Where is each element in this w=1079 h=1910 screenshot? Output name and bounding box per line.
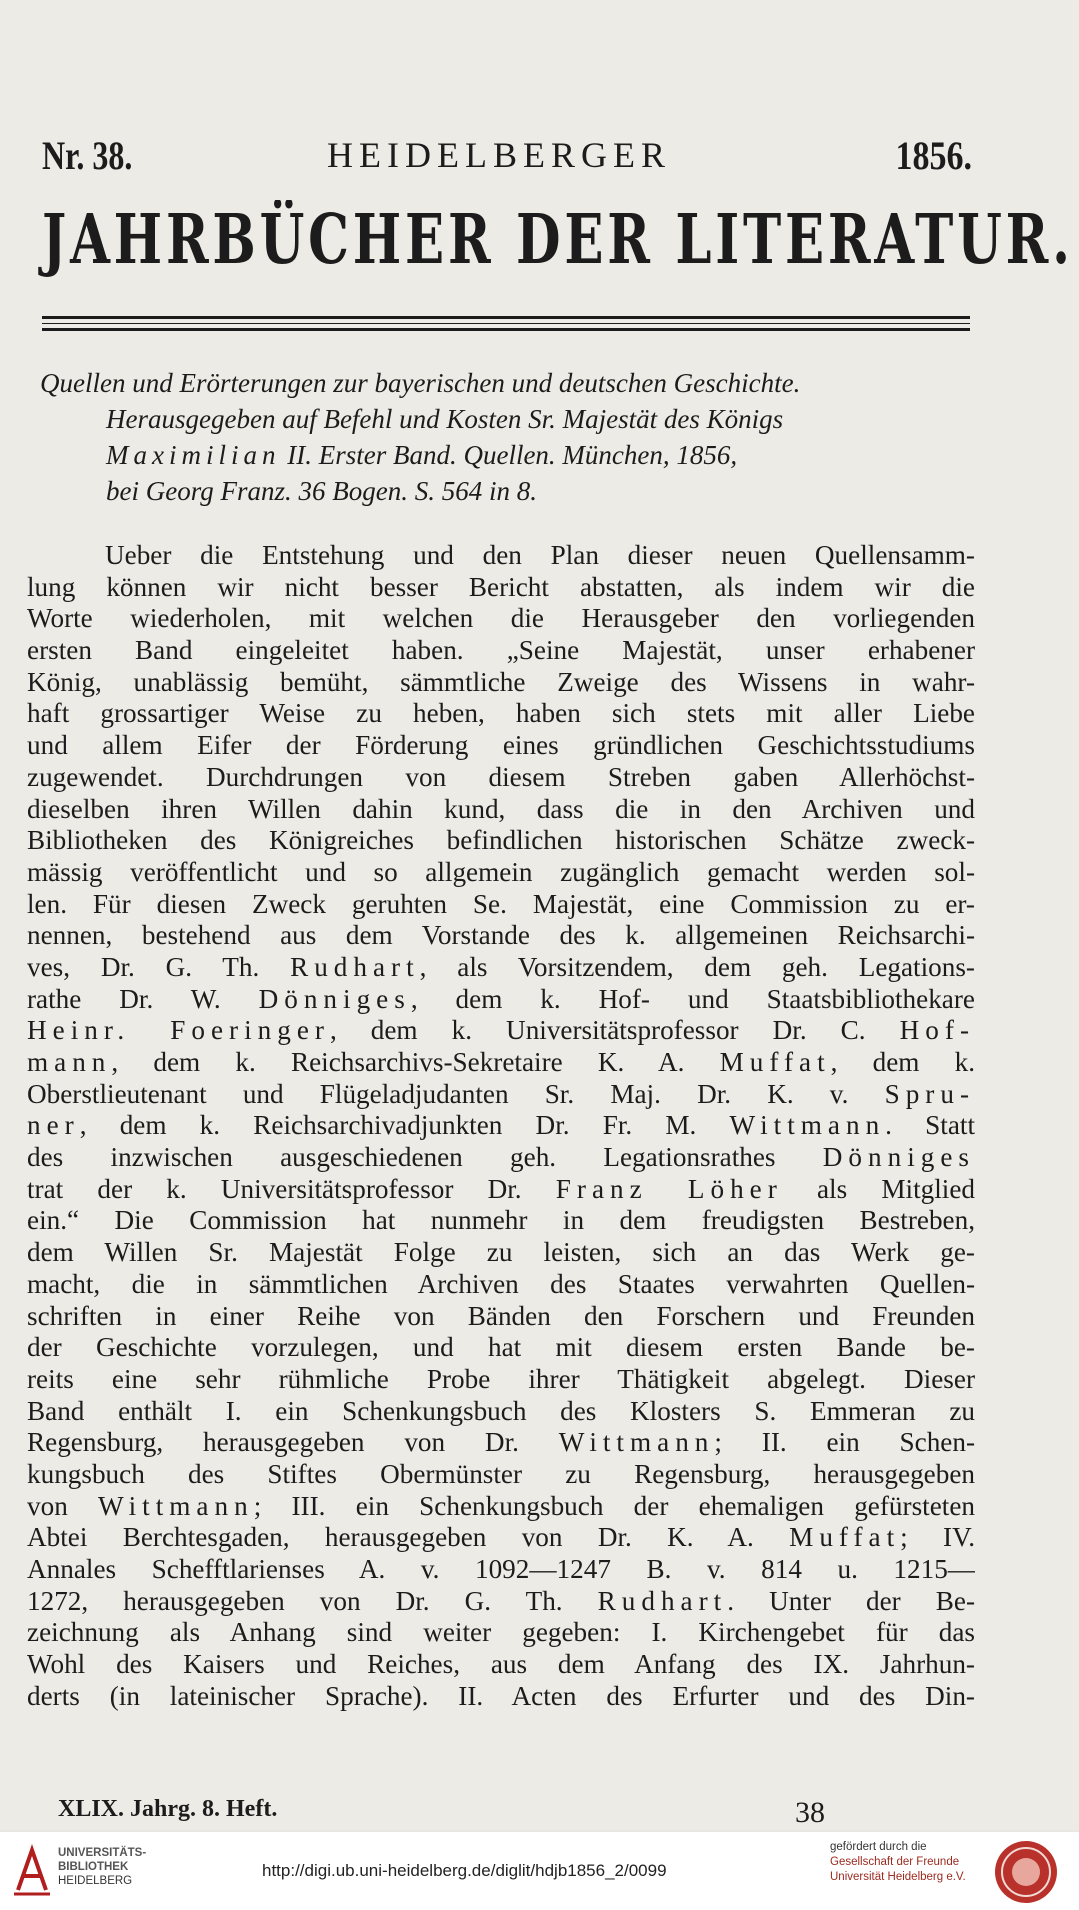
library-name-line: UNIVERSITÄTS- [58, 1847, 147, 1859]
university-seal-icon [993, 1839, 1059, 1905]
person-name: Spru- [884, 1078, 975, 1109]
text-line [27, 1586, 975, 1618]
text-line [27, 984, 975, 1016]
text-run: , dem k. [830, 1047, 975, 1077]
library-name[interactable] [58, 1846, 146, 1888]
text-run: ves, Dr. G. Th. [27, 951, 260, 982]
text-line: kungsbuch des Stiftes Obermünster zu Regensburg, herausgegeben [27, 1458, 975, 1489]
text-run: ; III. ein Schenkungsbuch der ehemaligen gefürsteten [253, 1490, 975, 1521]
text-line: macht, die in sämmtlichen Archiven des Staates verwahrten Quellen- [27, 1268, 975, 1299]
sponsor-credit[interactable] [830, 1840, 966, 1885]
text-line [27, 1174, 975, 1206]
text-line: König, unablässig bemüht, sämmtliche Zweige des Wissens in wahr- [27, 666, 975, 697]
text-line [27, 952, 975, 984]
person-name: Muffat [719, 1047, 831, 1077]
journal-title: JAHRBÜCHER DER LITERATUR. [42, 200, 1074, 280]
title-line: Quellen und Erörterungen zur bayerischen und deutschen Geschichte. [40, 368, 801, 398]
text-line: zeichnung als Anhang sind weiter gegeben: I. Kirchengebet für das [27, 1617, 975, 1648]
person-name: Muffat [789, 1522, 901, 1553]
publisher-name: HEIDELBERGER [327, 135, 671, 175]
text-line: nennen, bestehend aus dem Vorstande des k. allgemeinen Reichsarchi- [27, 920, 975, 951]
person-name: Wittmann [558, 1427, 715, 1458]
text-run: , dem k. Hof- und Staatsbibliothekare [410, 983, 975, 1014]
library-logo-icon[interactable] [10, 1842, 54, 1898]
text-line: Band enthält I. ein Schenkungsbuch des Klosters S. Emmeran zu [27, 1395, 975, 1426]
reviewed-work-title [40, 365, 980, 509]
header-rule-middle [42, 323, 970, 324]
text-run: , als Vorsitzendem, dem geh. Legations- [419, 951, 975, 982]
permalink-url[interactable]: http://digi.ub.uni-heidelberg.de/diglit/hdjb1856_2/0099 [262, 1861, 667, 1880]
text-run: des inzwischen ausgeschiedenen geh. Legationsrathes [27, 1142, 776, 1173]
text-line [27, 1110, 975, 1142]
person-name: Rudhart [597, 1585, 728, 1616]
title-line [40, 437, 980, 473]
sponsor-intro: gefördert durch die [830, 1841, 927, 1853]
text-line: schriften in einer Reihe von Bänden den Forschern und Freunden [27, 1300, 975, 1331]
text-line: haft grossartiger Weise zu heben, haben sich stets mit aller Liebe [27, 698, 975, 729]
person-name: ner [27, 1110, 80, 1141]
text-line: der Geschichte vorzulegen, und hat mit diesem ersten Bande be- [27, 1332, 975, 1363]
text-line: Wohl des Kaisers und Reiches, aus dem Anfang des IX. Jahrhun- [27, 1649, 975, 1680]
text-line: und allem Eifer der Förderung eines gründlichen Geschichtsstudiums [27, 730, 975, 761]
text-run: , dem k. Reichsarchivadjunkten Dr. Fr. M. [79, 1110, 697, 1141]
title-line-rest: II. Erster Band. Quellen. München, 1856, [287, 440, 738, 470]
person-name: Dönniges [822, 1142, 975, 1173]
text-line [27, 1047, 975, 1079]
sponsor-name: Universität Heidelberg e.V. [830, 1871, 966, 1883]
issue-number: Nr. 38. [42, 133, 133, 178]
review-body [27, 540, 975, 1712]
library-name-line: HEIDELBERG [58, 1875, 133, 1887]
text-run: , dem k. Universitätsprofessor Dr. C. [329, 1015, 866, 1046]
text-line: len. Für diesen Zweck geruhten Se. Majestät, eine Commission zu er- [27, 888, 975, 919]
person-name: Franz Löher [555, 1173, 783, 1204]
text-line [27, 1015, 975, 1047]
text-run: Oberstlieutenant und Flügeladjudanten Sr. Maj. Dr. K. v. [27, 1078, 849, 1109]
text-line: Annales Schefftlarienses A. v. 1092—1247 B. v. 814 u. 1215— [27, 1554, 975, 1584]
person-name: Rudhart [290, 951, 420, 982]
text-line: lung können wir nicht besser Bericht abstatten, als indem wir die [27, 571, 975, 602]
text-line: Worte wiederholen, mit welchen die Herausgeber den vorliegenden [27, 603, 975, 634]
text-line: ein.“ Die Commission hat nunmehr in dem freudigsten Bestreben, [27, 1205, 975, 1236]
text-run: Regensburg, herausgegeben von Dr. [27, 1427, 519, 1458]
king-name: Maximilian [106, 440, 281, 470]
text-run: trat der k. Universitätsprofessor Dr. [27, 1173, 522, 1204]
text-run: ; II. ein Schen- [714, 1427, 975, 1458]
text-line [27, 1142, 975, 1174]
sponsor-name: Gesellschaft der Freunde [830, 1856, 960, 1868]
text-run: rathe Dr. W. [27, 983, 221, 1014]
text-line [27, 1491, 975, 1523]
text-line: mässig veröffentlicht und so allgemein zugänglich gemacht werden sol- [27, 856, 975, 887]
viewer-footer-bar [0, 1832, 1079, 1910]
person-name: Wittmann [729, 1110, 886, 1141]
title-line: bei Georg Franz. 36 Bogen. S. 564 in 8. [106, 476, 537, 506]
page-number: 38 [795, 1796, 825, 1829]
printer-signature: XLIX. Jahrg. 8. Heft. [58, 1796, 278, 1822]
text-line: reits eine sehr rühmliche Probe ihrer Thätigkeit abgelegt. Dieser [27, 1363, 975, 1394]
title-line: Herausgegeben auf Befehl und Kosten Sr. Majestät des Königs [106, 404, 784, 434]
text-line: ersten Band eingeleitet haben. „Seine Majestät, unser erhabener [27, 635, 975, 666]
text-line [27, 1522, 975, 1554]
text-run: Abtei Berchtesgaden, herausgegeben von Dr. K. A. [27, 1522, 754, 1553]
person-name: Dönniges [258, 983, 411, 1014]
text-line: derts (in lateinischer Sprache). II. Acten des Erfurter und des Din- [27, 1680, 975, 1711]
text-line [27, 1079, 975, 1111]
text-run: von [27, 1490, 68, 1521]
text-line: Bibliotheken des Königreiches befindlichen historischen Schätze zweck- [27, 825, 975, 856]
journal-header [42, 132, 972, 176]
library-name-line: BIBLIOTHEK [58, 1861, 129, 1873]
text-line: Ueber die Entstehung und den Plan dieser neuen Quellensamm- [105, 540, 975, 570]
person-name: Heinr. Foeringer [27, 1015, 330, 1046]
text-line: dieselben ihren Willen dahin kund, dass die in den Archiven und [27, 793, 975, 824]
text-run: . Statt [885, 1110, 975, 1141]
header-rule-top [42, 316, 970, 319]
person-name: Hof- [899, 1015, 975, 1046]
text-run: als Mitglied [816, 1173, 975, 1204]
text-line: dem Willen Sr. Majestät Folge zu leisten, sich an das Werk ge- [27, 1237, 975, 1268]
text-line: zugewendet. Durchdrungen von diesem Streben gaben Allerhöchst- [27, 761, 975, 792]
text-line [27, 1427, 975, 1459]
text-run: . Unter der Be- [727, 1585, 975, 1616]
person-name: mann [27, 1047, 112, 1077]
text-run: ; IV. [900, 1522, 975, 1553]
text-run: , dem k. Reichsarchivs-Sekretaire K. A. [111, 1047, 685, 1077]
person-name: Wittmann [98, 1490, 254, 1521]
header-rule-bottom [42, 328, 970, 331]
text-run: 1272, herausgegeben von Dr. G. Th. [27, 1585, 563, 1616]
publication-year: 1856. [895, 133, 972, 178]
